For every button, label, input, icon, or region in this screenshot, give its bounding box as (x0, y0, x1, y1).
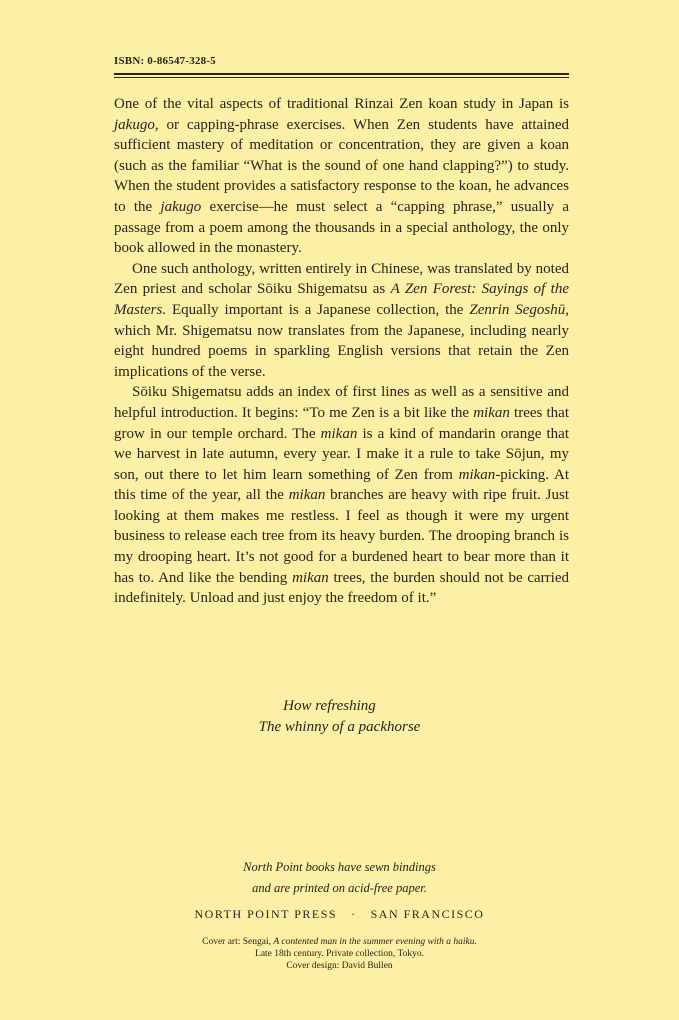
isbn-label: ISBN: 0-86547-328-5 (114, 55, 216, 67)
text-run: , or capping-phrase exercises. When Zen students have attained sufficient mastery of meditation or concentration, they are given a koan (such as the familiar “What is the sound of one hand clapping?”) to study. When the student provides a satisfactory response to the koan, he advances to the (114, 116, 569, 215)
text-run: One such anthology, written entirely in Chinese, was translated by noted Zen priest and scholar Sōiku Shigematsu as (114, 260, 569, 298)
italic-run: jakugo (160, 198, 202, 215)
italic-run: Zenrin Segoshū (469, 301, 566, 318)
cover-art-label: Cover art: Sengai, (202, 937, 274, 947)
text-run: Equally important is a Japanese collection, the (166, 301, 470, 318)
publisher-separator: · (351, 907, 357, 921)
publisher-name: NORTH POINT PRESS (194, 907, 338, 921)
paragraph-2 (114, 259, 569, 383)
italic-run: mikan (288, 487, 326, 504)
text-run: branches are heavy with ripe fruit. Just looking at them makes me restless. I feel as though it were my urgent business to release each tree from its heavy burden. The drooping branch is my drooping heart. It’s not good for a burdened heart to bear more than it has to. And like the bending (114, 487, 570, 586)
text-run: exercise—he must select a “capping phrase,” usually a passage from a poem among the thousands in a special anthology, the only book allowed in the monastery. (114, 198, 569, 257)
header-rule-thin (114, 77, 569, 78)
cover-art-provenance: Late 18th century. Private collection, Tokyo. (255, 949, 424, 959)
cover-credits (0, 936, 679, 972)
cover-art-title: A contented man in the summer evening with a haiku. (273, 937, 477, 947)
italic-run: mikan (320, 425, 358, 442)
verse-line-2: The whinny of a packhorse (258, 719, 421, 735)
text-run: One of the vital aspects of traditional Rinzai Zen koan study in Japan is (114, 96, 569, 112)
bindings-line-1: North Point books have sewn bindings (243, 860, 436, 874)
publisher-city: SAN FRANCISCO (370, 907, 485, 921)
italic-run: A Zen Forest: Sayings of the Masters. (114, 281, 569, 318)
paragraph-1 (114, 94, 569, 259)
paragraph-3 (114, 382, 569, 609)
haiku-verse (0, 696, 679, 738)
text-run: -picking. At this time of the year, all the (114, 466, 569, 504)
publisher-line (0, 907, 679, 922)
verse-line-1: How refreshing (283, 698, 376, 714)
blurb-text (114, 94, 569, 609)
cover-art-credit (0, 936, 679, 948)
italic-run: jakugo (114, 116, 155, 133)
italic-run: mikan (292, 569, 329, 586)
bindings-line-2: and are printed on acid-free paper. (252, 881, 427, 895)
bindings-note (0, 857, 679, 899)
text-run: trees that grow in our temple orchard. The (114, 404, 570, 442)
header-rule-thick (114, 73, 569, 75)
text-run: is a kind of mandarin orange that we harvest in late autumn, every year. I make it a rule to take Sōjun, my son, out there to let him learn something of Zen from (114, 425, 569, 483)
italic-run: mikan (473, 404, 510, 421)
cover-design-credit: Cover design: David Bullen (286, 961, 393, 971)
text-run: , which Mr. Shigematsu now translates from the Japanese, including nearly eight hundred poems in sparkling English versions that retain the Zen implications of the verse. (114, 301, 569, 380)
text-run: Sōiku Shigematsu adds an index of first lines as well as a sensitive and helpful introduction. It begins: “To me Zen is a bit like the (114, 384, 569, 421)
italic-run: mikan (458, 466, 496, 483)
text-run: trees, the burden should not be carried indefinitely. Unload and just enjoy the freedom of it.” (114, 569, 569, 607)
